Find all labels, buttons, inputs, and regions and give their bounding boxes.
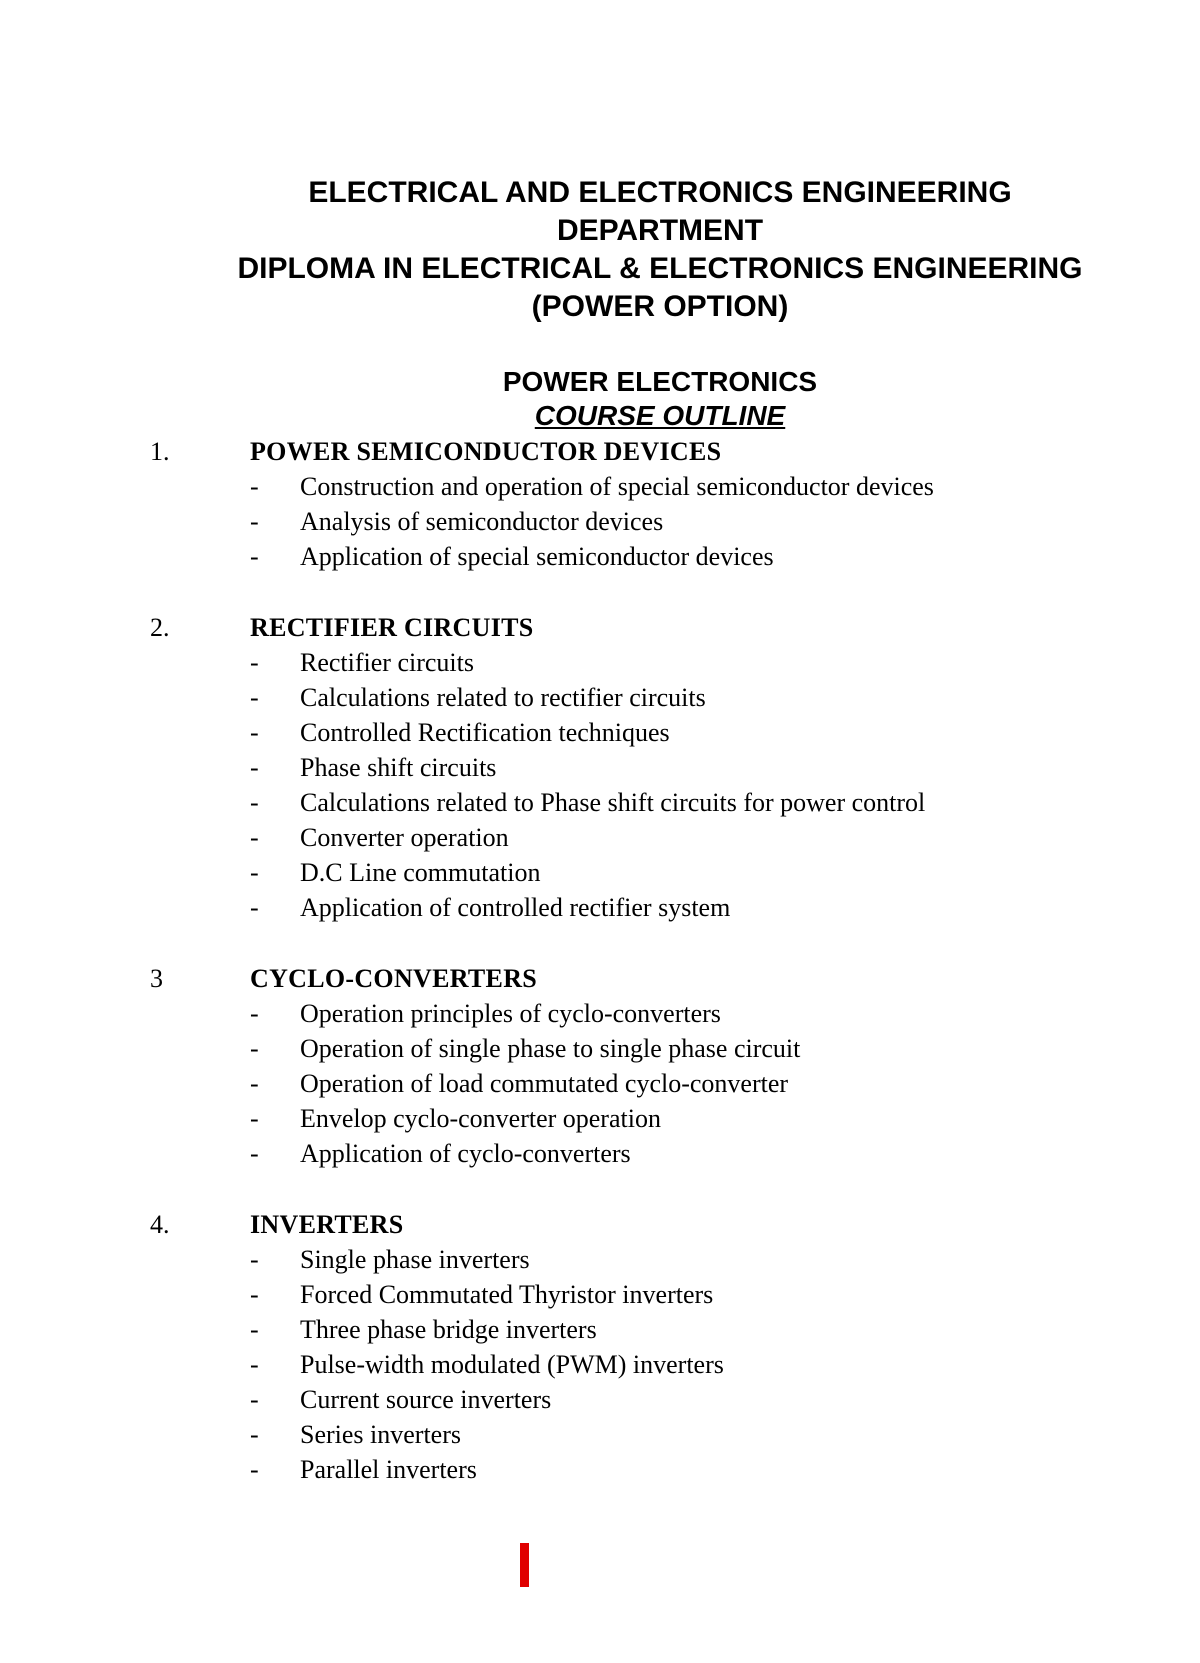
bullet-dash: -	[250, 718, 259, 747]
bullet-dash: -	[250, 1455, 259, 1484]
list-item	[150, 1242, 1150, 1277]
list-item	[150, 1136, 1150, 1171]
list-item	[150, 855, 1150, 890]
list-item-text: Pulse-width modulated (PWM) inverters	[300, 1350, 724, 1379]
section-heading	[150, 610, 1150, 645]
bullet-dash: -	[250, 1034, 259, 1063]
section-heading	[150, 1207, 1150, 1242]
list-item	[150, 750, 1150, 785]
document-header	[0, 174, 1200, 326]
program-title: DIPLOMA IN ELECTRICAL & ELECTRONICS ENGINEERING	[237, 252, 1083, 285]
bullet-dash: -	[250, 1245, 259, 1274]
section-heading	[150, 434, 1150, 469]
department-title-line2: DEPARTMENT	[556, 214, 764, 247]
bullet-dash: -	[250, 542, 259, 571]
list-item-text: Parallel inverters	[300, 1455, 477, 1484]
list-item-text: Calculations related to Phase shift circuits for power control	[300, 788, 926, 817]
bullet-dash: -	[250, 753, 259, 782]
section-title: POWER SEMICONDUCTOR DEVICES	[250, 437, 722, 466]
bullet-dash: -	[250, 1069, 259, 1098]
list-item-text: Calculations related to rectifier circuits	[300, 683, 706, 712]
list-item-text: Converter operation	[300, 823, 509, 852]
bullet-dash: -	[250, 788, 259, 817]
list-item	[150, 1066, 1150, 1101]
text-cursor	[520, 1543, 529, 1587]
list-item-text: Operation principles of cyclo-converters	[300, 999, 721, 1028]
course-heading	[0, 365, 1200, 433]
list-item-text: Envelop cyclo-converter operation	[300, 1104, 661, 1133]
list-item	[150, 1031, 1150, 1066]
list-item	[150, 1452, 1150, 1487]
list-item-text: Application of cyclo-converters	[300, 1139, 631, 1168]
list-item	[150, 645, 1150, 680]
list-item	[150, 1417, 1150, 1452]
list-item-text: D.C Line commutation	[300, 858, 541, 887]
list-item	[150, 996, 1150, 1031]
course-title: POWER ELECTRONICS	[502, 366, 818, 397]
outline-section	[150, 961, 1150, 1171]
bullet-dash: -	[250, 1420, 259, 1449]
bullet-dash: -	[250, 1385, 259, 1414]
bullet-dash: -	[250, 1315, 259, 1344]
course-outline-sections	[150, 434, 1150, 1523]
list-item-text: Controlled Rectification techniques	[300, 718, 670, 747]
bullet-dash: -	[250, 648, 259, 677]
list-item	[150, 504, 1150, 539]
bullet-dash: -	[250, 1280, 259, 1309]
outline-section	[150, 434, 1150, 574]
section-title: INVERTERS	[250, 1210, 404, 1239]
section-title: CYCLO-CONVERTERS	[250, 964, 538, 993]
list-item	[150, 1382, 1150, 1417]
program-option: (POWER OPTION)	[531, 290, 789, 323]
bullet-dash: -	[250, 999, 259, 1028]
section-number: 1.	[150, 437, 170, 466]
list-item-text: Single phase inverters	[300, 1245, 530, 1274]
list-item	[150, 785, 1150, 820]
list-item	[150, 1347, 1150, 1382]
course-outline-label: COURSE OUTLINE	[534, 400, 786, 431]
list-item	[150, 1101, 1150, 1136]
bullet-dash: -	[250, 472, 259, 501]
section-title: RECTIFIER CIRCUITS	[250, 613, 534, 642]
list-item	[150, 1277, 1150, 1312]
bullet-dash: -	[250, 1139, 259, 1168]
list-item-text: Series inverters	[300, 1420, 462, 1449]
section-number: 3	[150, 964, 163, 993]
list-item-text: Operation of load commutated cyclo-converter	[300, 1069, 789, 1098]
list-item	[150, 890, 1150, 925]
list-item-text: Current source inverters	[300, 1385, 552, 1414]
bullet-dash: -	[250, 858, 259, 887]
bullet-dash: -	[250, 1104, 259, 1133]
outline-section	[150, 1207, 1150, 1487]
list-item-text: Rectifier circuits	[300, 648, 474, 677]
list-item-text: Application of controlled rectifier system	[300, 893, 731, 922]
list-item-text: Forced Commutated Thyristor inverters	[300, 1280, 714, 1309]
list-item-text: Phase shift circuits	[300, 753, 497, 782]
list-item	[150, 1312, 1150, 1347]
list-item-text: Application of special semiconductor devices	[300, 542, 774, 571]
outline-section	[150, 610, 1150, 925]
section-number: 4.	[150, 1210, 170, 1239]
list-item	[150, 469, 1150, 504]
bullet-dash: -	[250, 893, 259, 922]
list-item-text: Three phase bridge inverters	[300, 1315, 597, 1344]
list-item-text: Operation of single phase to single phase circuit	[300, 1034, 801, 1063]
department-title-line1: ELECTRICAL AND ELECTRONICS ENGINEERING	[308, 176, 1012, 209]
list-item-text: Analysis of semiconductor devices	[300, 507, 664, 536]
section-heading	[150, 961, 1150, 996]
bullet-dash: -	[250, 1350, 259, 1379]
list-item-text: Construction and operation of special semiconductor devices	[300, 472, 934, 501]
bullet-dash: -	[250, 823, 259, 852]
list-item	[150, 539, 1150, 574]
bullet-dash: -	[250, 683, 259, 712]
section-number: 2.	[150, 613, 170, 642]
list-item	[150, 715, 1150, 750]
list-item	[150, 820, 1150, 855]
list-item	[150, 680, 1150, 715]
bullet-dash: -	[250, 507, 259, 536]
